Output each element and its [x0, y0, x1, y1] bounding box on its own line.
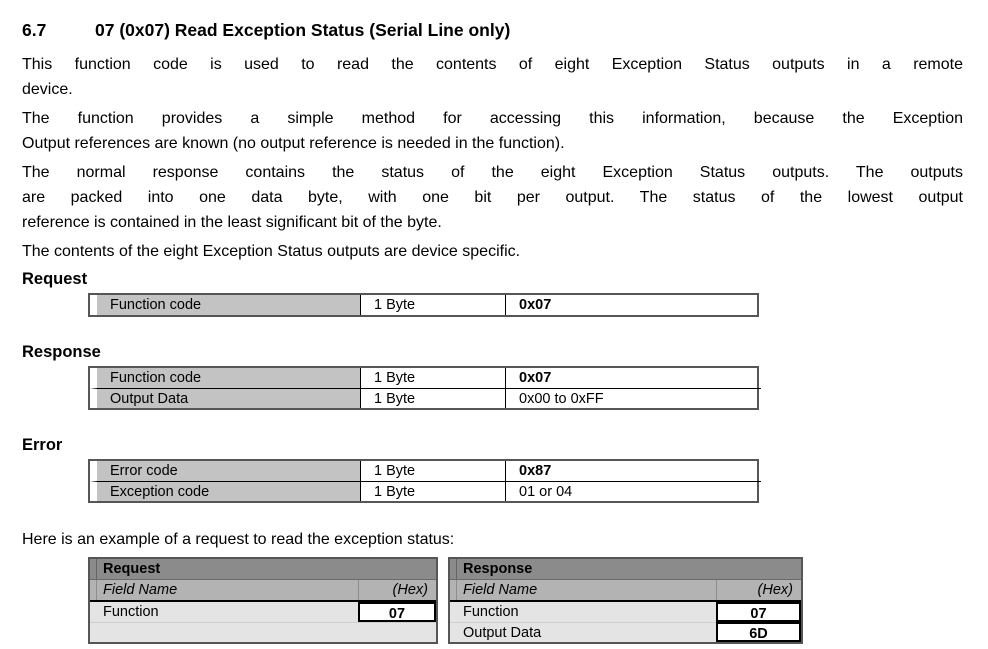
empty-cell: [90, 622, 358, 642]
column-header-row: [90, 579, 436, 602]
paragraph-line: Output references are known (no output reference is needed in the function).: [22, 135, 565, 152]
request-heading: Request: [22, 270, 88, 288]
response-heading: Response: [22, 343, 101, 361]
paragraph: [22, 160, 963, 235]
table-header-row: [90, 559, 436, 579]
cell-size: 1 Byte: [361, 295, 506, 315]
table-row: [90, 388, 757, 408]
column-header-row: [450, 579, 801, 602]
example-tables: [88, 557, 963, 644]
response-table: [88, 366, 759, 410]
cell-value: 0x07: [519, 370, 552, 386]
col-hex: (Hex): [358, 580, 436, 600]
paragraph-line: device.: [22, 81, 73, 98]
cell-size: 1 Byte: [361, 388, 506, 408]
cell-size: 1 Byte: [361, 481, 506, 501]
cell-value: 0x87: [519, 463, 552, 479]
cell-value: 01 or 04: [506, 481, 761, 501]
section-number: 6.7: [22, 20, 47, 40]
empty-cell: [358, 622, 436, 642]
example-request-table: [88, 557, 438, 644]
table-title: Response: [450, 559, 801, 579]
paragraph-line: The function provides a simple method for accessing this information, because the Exception: [22, 110, 963, 127]
cell-hex-value: 6D: [716, 622, 801, 642]
cell-hex-value: 07: [716, 602, 801, 622]
example-response-table: [448, 557, 803, 644]
paragraph: [22, 106, 963, 156]
error-heading: Error: [22, 436, 63, 454]
cell-size: 1 Byte: [361, 368, 506, 388]
cell-field: Error code: [90, 461, 361, 481]
cell-field: Function: [90, 602, 358, 622]
paragraph: [22, 52, 963, 102]
error-table: [88, 459, 759, 503]
table-row: [90, 461, 757, 481]
cell-size: 1 Byte: [361, 461, 506, 481]
empty-row: [90, 622, 436, 642]
section-title: [22, 18, 963, 42]
table-row: [90, 481, 757, 501]
paragraph-line: The normal response contains the status of the eight Exception Status outputs. The outputs: [22, 164, 963, 181]
request-table: [88, 293, 759, 317]
paragraph: [22, 239, 963, 264]
cell-value: 0x07: [519, 297, 552, 313]
paragraph-line: The contents of the eight Exception Status outputs are device specific.: [22, 243, 521, 260]
cell-field: Function code: [90, 295, 361, 315]
paragraph-line: This function code is used to read the contents of eight Exception Status outputs in a remote: [22, 56, 963, 73]
cell-field: Output Data: [90, 388, 361, 408]
cell-field: Function code: [90, 368, 361, 388]
example-intro: Here is an example of a request to read the exception status:: [22, 531, 455, 548]
cell-field: Output Data: [450, 622, 716, 642]
cell-field: Exception code: [90, 481, 361, 501]
table-row: [90, 368, 757, 388]
table-row: [450, 622, 801, 642]
table-row: [90, 295, 757, 315]
paragraph-line: reference is contained in the least significant bit of the byte.: [22, 214, 442, 231]
paragraph-line: are packed into one data byte, with one bit per output. The status of the lowest output: [22, 189, 963, 206]
table-row: [450, 602, 801, 622]
cell-hex-value: 07: [358, 602, 436, 622]
col-hex: (Hex): [716, 580, 801, 600]
col-field-name: Field Name: [450, 580, 716, 600]
table-row: [90, 602, 436, 622]
cell-value: 0x00 to 0xFF: [506, 388, 761, 408]
cell-field: Function: [450, 602, 716, 622]
table-title: Request: [90, 559, 436, 579]
section-title-text: 07 (0x07) Read Exception Status (Serial Line only): [95, 20, 511, 40]
col-field-name: Field Name: [90, 580, 358, 600]
table-header-row: [450, 559, 801, 579]
